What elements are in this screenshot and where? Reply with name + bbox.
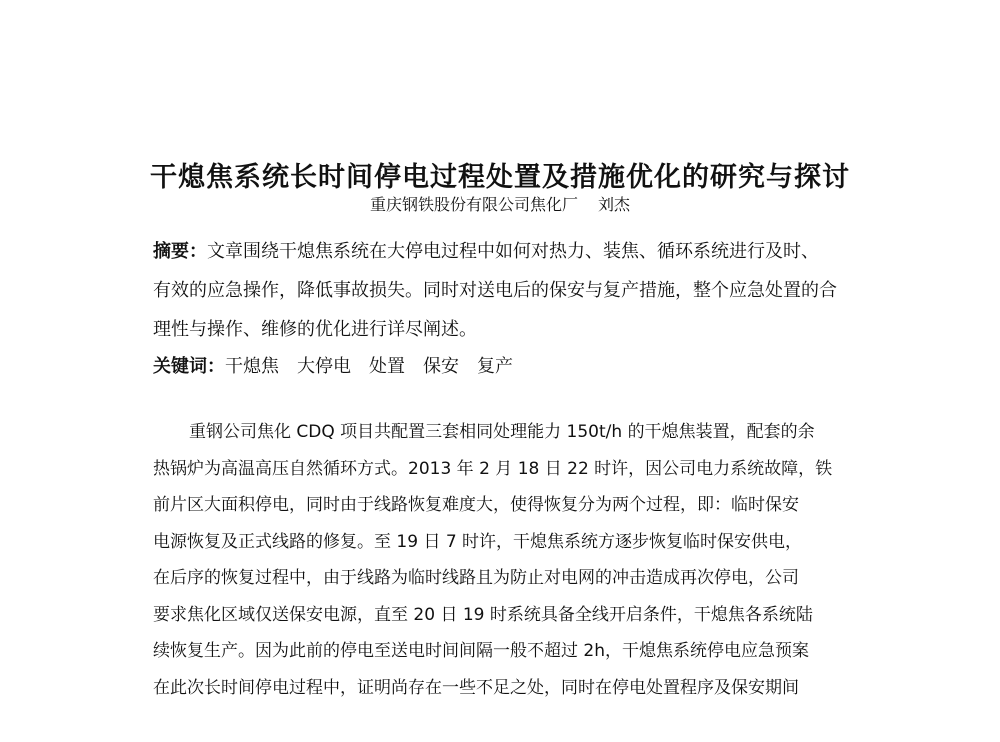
abstract-label: 摘要： bbox=[153, 241, 207, 262]
keyword: 大停电 bbox=[297, 356, 351, 377]
abstract bbox=[153, 232, 837, 349]
body-line: 在后序的恢复过程中，由于线路为临时线路且为防止对电网的冲击造成再次停电，公司 bbox=[153, 568, 799, 588]
body-line: 续恢复生产。因为此前的停电至送电时间间隔一般不超过 2h，干熄焦系统停电应急预案 bbox=[153, 641, 809, 661]
keyword: 干熄焦 bbox=[225, 356, 279, 377]
body-line: 电源恢复及正式线路的修复。至 19 日 7 时许，干熄焦系统方逐步恢复临时保安供电， bbox=[153, 531, 803, 552]
keywords bbox=[153, 352, 837, 382]
paper-title: 干熄焦系统长时间停电过程处置及措施优化的研究与探讨 bbox=[150, 162, 850, 194]
body-line: 前片区大面积停电，同时由于线路恢复难度大，使得恢复分为两个过程，即：临时保安 bbox=[153, 495, 799, 515]
body-line: 热锅炉为高温高压自然循环方式。2013 年 2 月 18 日 22 时许，因公司电力系统故障，铁 bbox=[153, 458, 833, 479]
author: 刘杰 bbox=[598, 195, 631, 214]
body-line: 重钢公司焦化 CDQ 项目共配置三套相同处理能力 150t/h 的干熄焦装置，配套的余 bbox=[189, 422, 815, 442]
keyword: 复产 bbox=[477, 356, 513, 377]
keyword: 处置 bbox=[369, 356, 405, 377]
affiliation: 重庆钢铁股份有限公司焦化厂 bbox=[369, 195, 578, 214]
abstract-text: 文章围绕干熄焦系统在大停电过程中如何对热力、装焦、循环系统进行及时、 bbox=[207, 241, 819, 262]
abstract-line: 理性与操作、维修的优化进行详尽阐述。 bbox=[153, 319, 477, 340]
body-paragraph bbox=[153, 414, 837, 706]
abstract-line: 有效的应急操作，降低事故损失。同时对送电后的保安与复产措施，整个应急处置的合 bbox=[153, 280, 837, 301]
byline bbox=[0, 194, 1000, 216]
keyword: 保安 bbox=[423, 356, 459, 377]
keywords-label: 关键词： bbox=[153, 356, 225, 377]
body-line: 要求焦化区域仅送保安电源，直至 20 日 19 时系统具备全线开启条件，干熄焦各系统陆 bbox=[153, 604, 813, 625]
abstract-line bbox=[153, 232, 837, 271]
body-line: 在此次长时间停电过程中，证明尚存在一些不足之处，同时在停电处置程序及保安期间 bbox=[153, 677, 799, 698]
